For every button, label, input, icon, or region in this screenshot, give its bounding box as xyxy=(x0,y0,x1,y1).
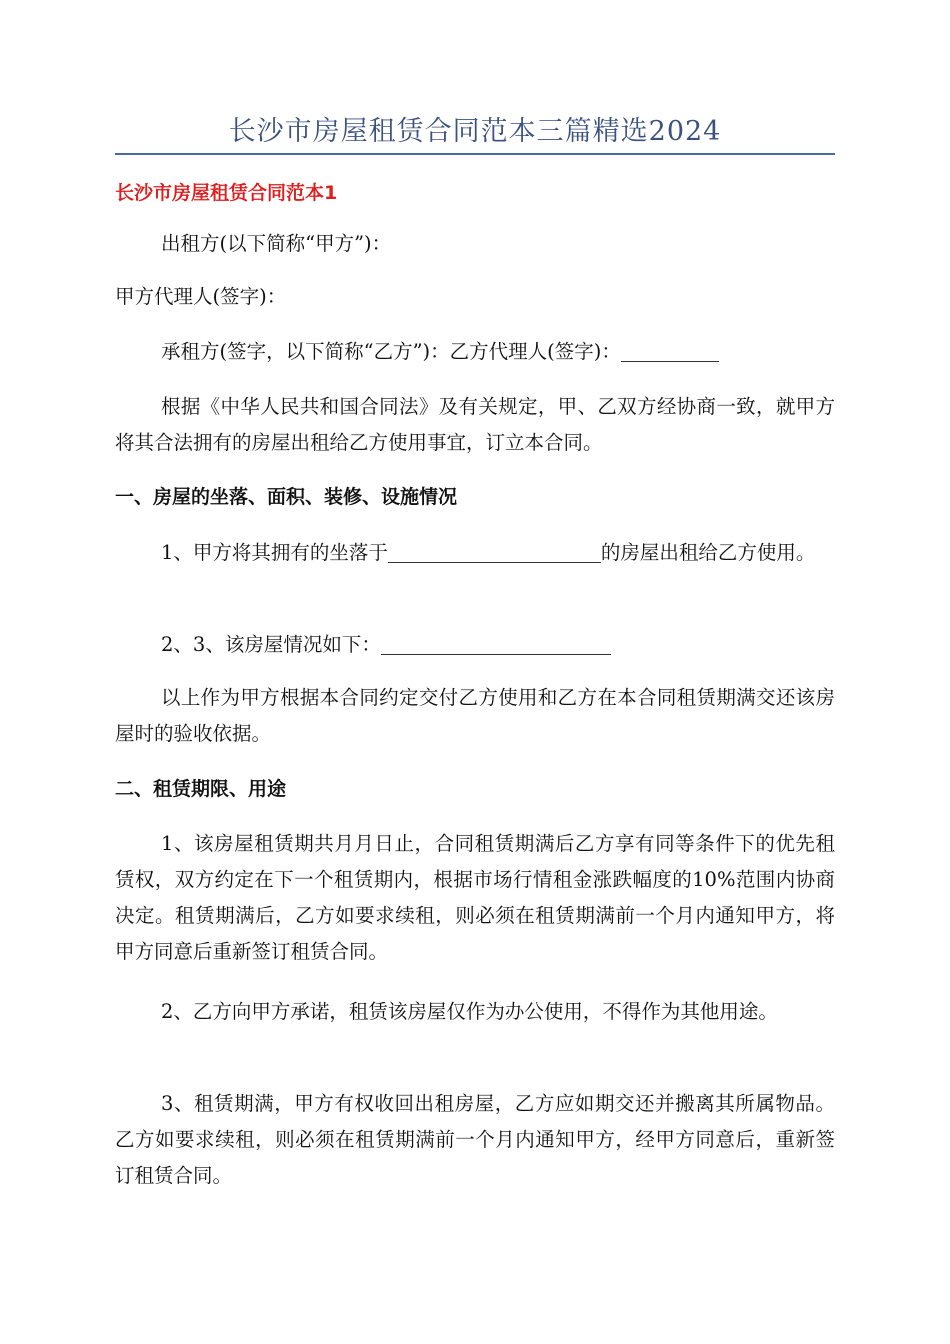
clause-1-1-text-start: 1、甲方将其拥有的坐落于 xyxy=(161,541,388,564)
lessee-line xyxy=(115,334,835,370)
clause-1-2-text: 2、3、该房屋情况如下： xyxy=(161,633,381,656)
section-heading-premises: 一、房屋的坐落、面积、装修、设施情况 xyxy=(115,486,458,508)
lessee-label: 承租方(签字，以下简称“乙方”)：乙方代理人(签字)： xyxy=(161,340,621,363)
address-blank[interactable] xyxy=(388,540,601,563)
document-title: 长沙市房屋租赁合同范本三篇精选2024 xyxy=(228,116,722,147)
lessor-label: 出租方(以下简称“甲方”)： xyxy=(161,232,392,255)
preamble-paragraph: 根据《中华人民共和国合同法》及有关规定，甲、乙双方经协商一致，就甲方将其合法拥有的房屋出租给乙方使用事宜，订立本合同。 xyxy=(115,395,835,454)
clause-2-1: 1、该房屋租赁期共月月日止，合同租赁期满后乙方享有同等条件下的优先租赁权，双方约定在下一个租赁期内，根据市场行情租金涨跌幅度的10%范围内协商决定。租赁期满后，乙方如要求续租，则必须在租赁期满前一个月内通知甲方，将甲方同意后重新签订租赁合同。 xyxy=(115,832,835,963)
premises-info-blank[interactable] xyxy=(381,632,611,655)
clause-1-2 xyxy=(115,627,835,663)
lessee-agent-blank[interactable] xyxy=(621,339,719,362)
title-underline xyxy=(115,153,835,155)
clause-1-3: 以上作为甲方根据本合同约定交付乙方使用和乙方在本合同租赁期满交还该房屋时的验收依据。 xyxy=(115,686,835,745)
lessor-agent-label: 甲方代理人(签字)： xyxy=(115,285,287,308)
clause-2-3: 3、租赁期满，甲方有权收回出租房屋，乙方应如期交还并搬离其所属物品。乙方如要求续租，则必须在租赁期满前一个月内通知甲方，经甲方同意后，重新签订租赁合同。 xyxy=(115,1092,835,1187)
contract-subtitle: 长沙市房屋租赁合同范本1 xyxy=(115,182,338,204)
clause-1-1-text-end: 的房屋出租给乙方使用。 xyxy=(600,541,816,564)
lessor-line xyxy=(115,226,835,262)
lessor-agent-line xyxy=(115,279,835,315)
section-heading-term: 二、租赁期限、用途 xyxy=(115,778,287,800)
clause-2-2: 2、乙方向甲方承诺，租赁该房屋仅作为办公使用，不得作为其他用途。 xyxy=(161,1000,778,1023)
clause-1-1 xyxy=(115,535,835,571)
